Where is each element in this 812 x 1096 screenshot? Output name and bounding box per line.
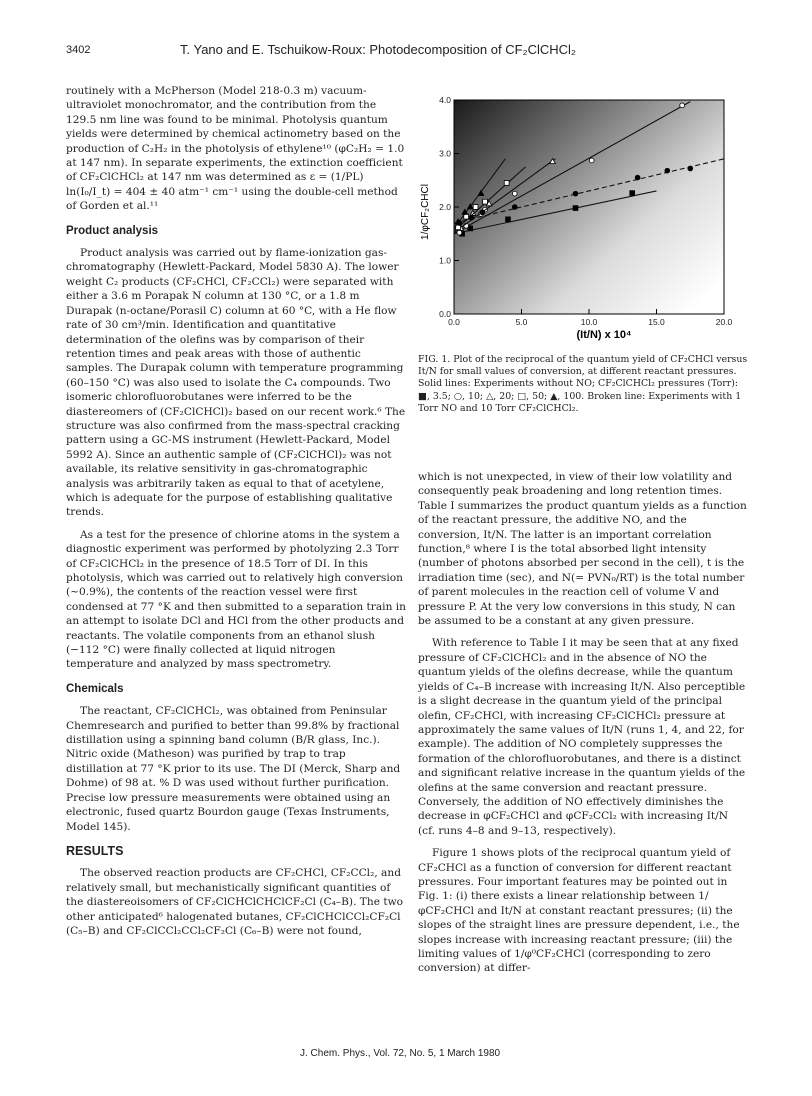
y-tick-label: 1.0: [439, 255, 451, 266]
x-tick-label: 20.0: [715, 317, 733, 327]
data-point: [473, 205, 478, 210]
right-column: [418, 470, 748, 976]
x-tick-label: 0.0: [448, 317, 460, 327]
left-column: [66, 84, 406, 938]
paragraph-figure-discussion: Figure 1 shows plots of the reciprocal quantum yield of CF₂CHCl as a function of conversion for different reactant pressures. Four important features may be pointed out in Fig. 1: (i) there exists a linear relationship between 1/φCF₂CHCl and It/N at constant reactant pressures; (ii) the slopes of the straight lines are pressure dependent, i.e., the slopes increase with increasing reactant pressure; (iii) the limiting values of 1/φ⁰CF₂CHCl (corresponding to zero conversion) at differ-: [418, 847, 740, 975]
data-point: [512, 191, 517, 196]
data-point: [589, 158, 594, 163]
data-point: [504, 181, 509, 186]
data-point: [635, 175, 640, 180]
y-tick-label: 4.0: [439, 95, 451, 105]
figure-1-chart: [414, 82, 750, 344]
data-point: [483, 199, 488, 204]
y-tick-label: 2.0: [439, 202, 451, 212]
heading-chemicals: Chemicals: [66, 682, 124, 695]
heading-product-analysis: Product analysis: [66, 224, 159, 237]
data-point: [512, 205, 517, 210]
paragraph-product-1: Product analysis was carried out by flame-ionization gas-chromatography (Hewlett-Packard, Model 5830 A). The lower weight C₂ products (CF₂CHCl, CF₂CCl₂) were separated with either a 3.6 m Porapak N column at 130 °C, or a 1.8 m Durapak (n-octane/Porasil C) column at 60 °C, with a He flow rate of 30 cm³/min. Identification and quantitative determination of the olefins was by comparison of their retention times and peak areas with those of authentic samples. The Durapak column with temperature programming (60–150 °C) was also used to isolate the C₄ compounds. Two isomeric chlorofluorobutanes were inferred to be the diastereomers of (CF₂ClCHCl)₂ based on our recent work.⁶ The structure was also confirmed from the mass-spectral cracking pattern using a GC-MS instrument (Hewlett-Packard, Model 5992 A). Since an authentic sample of (CF₂ClCHCl)₂ was not available, its relative sensitivity in gas-chromatographic analysis was arbitrarily taken as equal to that of acetylene, which is adequate for the purpose of establishing qualitative trends.: [66, 247, 406, 519]
x-tick-label: 5.0: [515, 317, 528, 327]
data-point: [665, 168, 670, 173]
paragraph-results: The observed reaction products are CF₂CHCl, CF₂CCl₂, and relatively small, but mechanistically significant quantities of the diastereoisomers of CF₂ClCHClCHClCF₂Cl (C₄–B). The two other anticipated⁶ halogenated butanes, CF₂ClCHClCCl₂CF₂Cl (C₅–B) and CF₂ClCCl₂CCl₂CF₂Cl (C₆–B) were not found,: [66, 867, 404, 937]
x-tick-label: 15.0: [648, 317, 665, 327]
paragraph-chemicals: The reactant, CF₂ClCHCl₂, was obtained from Peninsular Chemresearch and purified to better than 99.8% by fractional distillation using a spinning band column (B/R glass, Inc.). Nitric oxide (Matheson) was purified by trap to trap distillation at 77 °K prior to its use. The DI (Merck, Sharp and Dohme) of 98 at. % D was used without further purification. Precise low pressure measurements were obtained using an electronic, fused quartz Bourdon gauge (Texas Instruments, Model 145).: [66, 705, 401, 833]
x-axis-label: (It/N) x 10⁴: [576, 329, 632, 341]
paragraph-product-2: As a test for the presence of chlorine atoms in the system a diagnostic experiment was performed by photolyzing 2.3 Torr of CF₂ClCHCl₂ in the presence of 18.5 Torr of DI. In this photolysis, which was carried out to relatively high conversion (~0.9%), the contents of the reaction vessel were first condensed at 77 °K and then submitted to a separation train in an attempt to isolate DCl and HCl from the other products and reactants. The volatile components from an ethanol slush (−112 °C) were finally collected at liquid nitrogen temperature and analyzed by mass spectrometry.: [66, 528, 406, 671]
y-axis-label: 1/φCF₂CHCl: [420, 184, 431, 240]
data-point: [688, 166, 693, 171]
heading-results: RESULTS: [66, 843, 124, 858]
page-number: 3402: [66, 44, 91, 56]
journal-footer: J. Chem. Phys., Vol. 72, No. 5, 1 March 1980: [300, 1048, 501, 1059]
data-point: [506, 217, 511, 222]
data-point: [469, 215, 474, 220]
paragraph-table-discussion: With reference to Table I it may be seen that at any fixed pressure of CF₂ClCHCl₂ and in the absence of NO the quantum yields of the olefins decrease, while the quantum yields of C₄–B increase with increasing It/N. Also perceptible is a slight decrease in the quantum yield of the principal olefin, CF₂CHCl, with increasing CF₂ClCHCl₂ pressure at approximately the same values of It/N (runs 1, 4, and 22, for example). The addition of NO completely suppresses the formation of the chlorofluorobutanes, and there is a distinct and significant relative increase in the quantum yields of the olefins at the same conversion and reactant pressure. Conversely, the addition of NO effectively diminishes the decrease in φCF₂CHCl and φCF₂CCl₂ with increasing It/N (cf. runs 4–8 and 9–13, respectively).: [418, 637, 746, 837]
paragraph-intro: routinely with a McPherson (Model 218-0.3 m) vacuum-ultraviolet monochromator, and the contribution from the 129.5 nm line was found to be minimal. Photolysis quantum yields were determined by chemical actinometry based on the production of C₂H₂ in the photolysis of ethylene¹⁰ (φC₂H₂ = 1.0 at 147 nm). In separate experiments, the extinction coefficient of CF₂ClCHCl₂ at 147 nm was determined as ε = (1/PL) ln(I₀/I_t) = 404 ± 40 atm⁻¹ cm⁻¹ using the double-cell method of Gorden et al.¹¹: [66, 85, 405, 213]
data-point: [573, 206, 578, 211]
data-point: [680, 103, 685, 108]
y-tick-label: 0.0: [439, 309, 451, 319]
running-title: T. Yano and E. Tschuikow-Roux: Photodecomposition of CF₂ClCHCl₂: [180, 42, 576, 57]
data-point: [573, 191, 578, 196]
data-point: [457, 230, 462, 235]
plot-frame: [454, 100, 724, 314]
y-tick-label: 3.0: [439, 148, 451, 159]
x-tick-label: 10.0: [580, 317, 598, 327]
figure-1-caption: FIG. 1. Plot of the reciprocal of the quantum yield of CF₂CHCl versus It/N for small values of conversion, at different reactant pressures. Solid lines: Experiments without NO; CF₂ClCHCl₂ pressures (Torr): ■, 3.5; ○, 10; △, 20; □, 50; ▲, 100. Broken line: Experiments with 1 Torr NO and 10 Torr CF₂ClCHCl₂.: [418, 354, 748, 414]
data-point: [457, 221, 462, 226]
paragraph-continued: which is not unexpected, in view of their low volatility and consequently peak broadening and long retention times. Table I summarizes the product quantum yields as a function of the reactant pressure, the additive NO, and the conversion, It/N. The latter is an important correlation function,⁸ where I is the total absorbed light intensity (number of photons absorbed per second in the cell), t is the irradiation time (sec), and N(= PVN₀/RT) is the total number of parent molecules in the reaction cell of volume V and pressure P. At the very low conversions in this study, N can be assumed to be a constant at any given pressure.: [418, 471, 747, 628]
data-point: [630, 191, 635, 196]
data-point: [480, 210, 485, 215]
